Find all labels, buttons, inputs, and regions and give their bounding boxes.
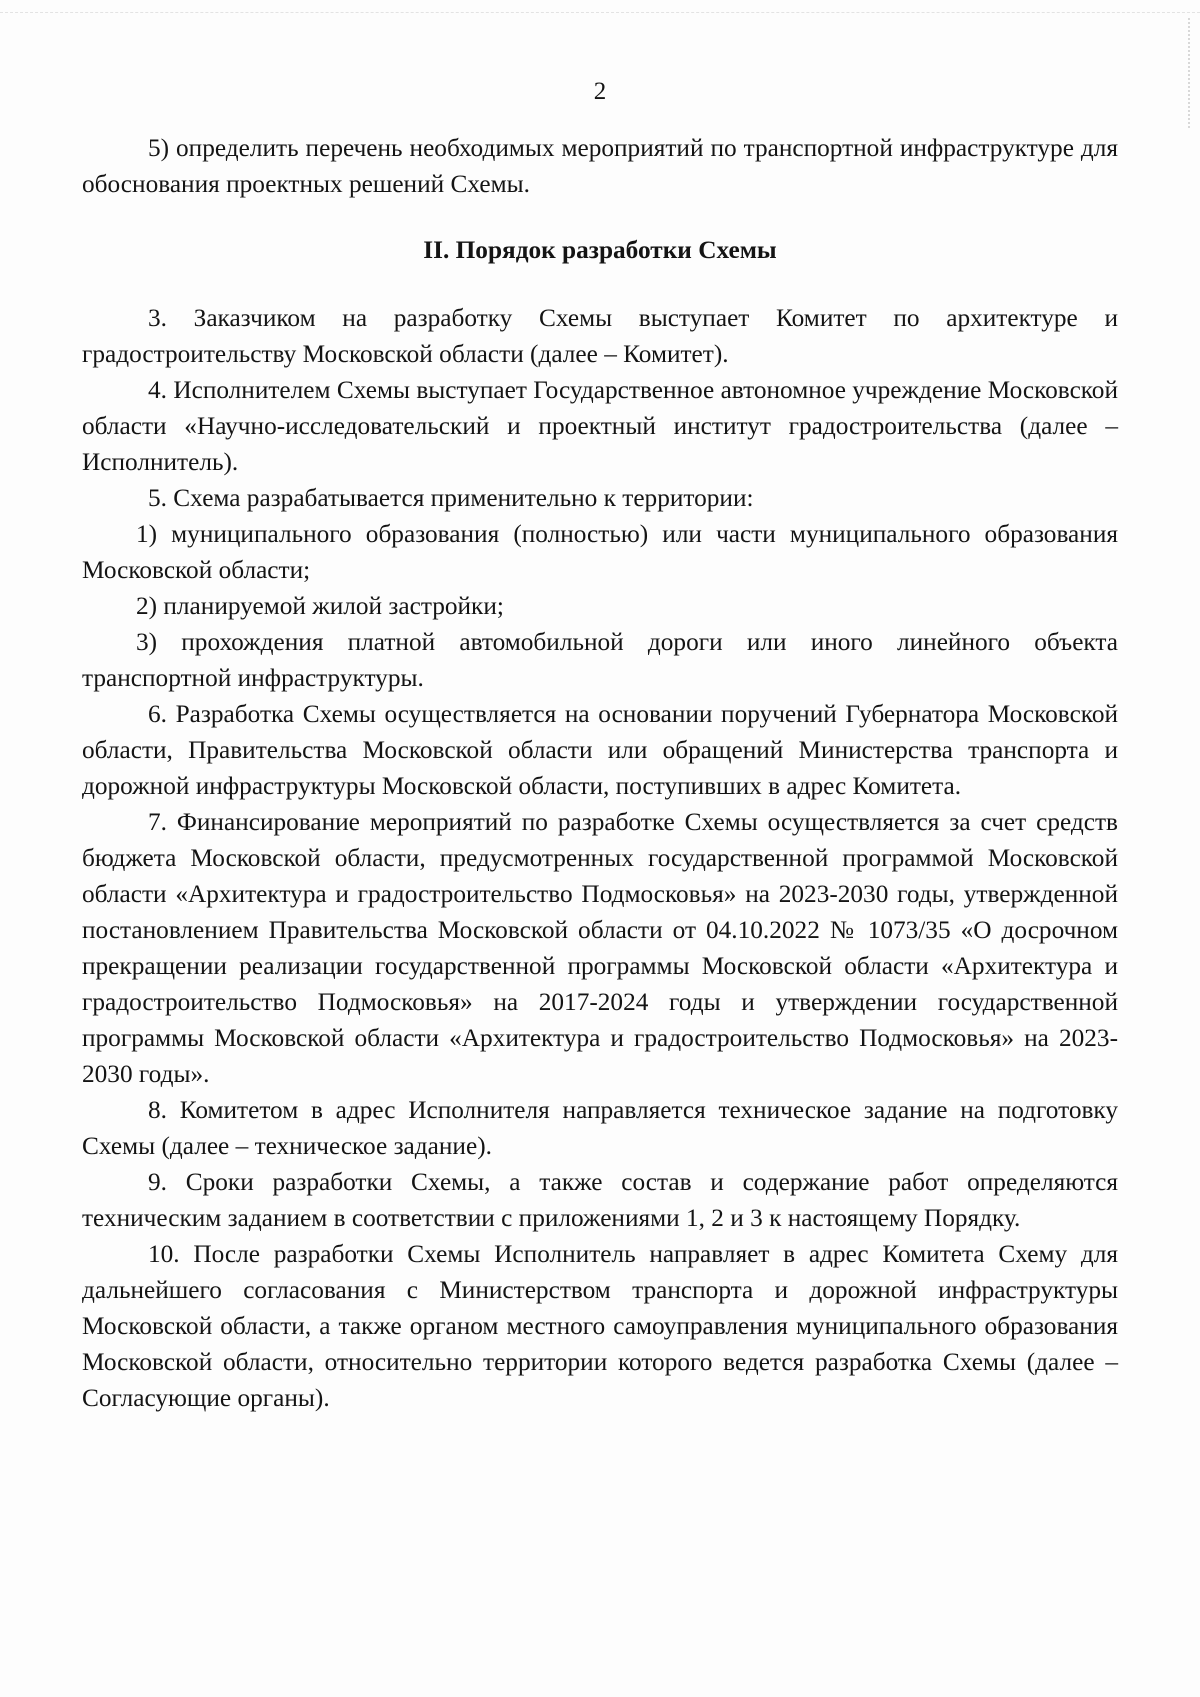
paragraph-item-8: 8. Комитетом в адрес Исполнителя направляется техническое задание на подготовку Схемы (далее – техническое задание). [82,1096,1118,1160]
paragraph-subitem-3: 3) прохождения платной автомобильной дороги или иного линейного объекта транспортной инфраструктуры. [82,628,1118,692]
section-title: II. Порядок разработки Схемы [423,236,777,264]
paragraph-subitem-1: 1) муниципального образования (полностью) или части муниципального образования Московской области; [82,520,1118,584]
paragraph-item-6: 6. Разработка Схемы осуществляется на основании поручений Губернатора Московской области, Правительства Московской области или обращений Министерства транспорта и дорожной инфраструктуры Московской области, поступивших в адрес Комитета. [82,700,1118,800]
scan-edge-right [1188,18,1190,128]
paragraph-item-7: 7. Финансирование мероприятий по разработке Схемы осуществляется за счет средств бюджета Московской области, предусмотренных государственной программой Московской области «Архитектура и градостроительство Подмосковья» на 2023-2030 годы, утвержденной постановлением Правительства Московской области от 04.10.2022 № 1073/35 «О досрочном прекращении реализации государственной программы Московской области «Архитектура и градостроительство Подмосковья» на 2017-2024 годы и утверждении государственной программы Московской области «Архитектура и градостроительство Подмосковья» на 2023-2030 годы». [82,808,1118,1088]
paragraph-item-10: 10. После разработки Схемы Исполнитель направляет в адрес Комитета Схему для дальнейшего согласования с Министерством транспорта и дорожной инфраструктуры Московской области, а также органом местного самоуправления муниципального образования Московской области, относительно территории которого ведется разработка Схемы (далее – Согласующие органы). [82,1240,1118,1412]
document-body [82,130,1118,1416]
page-number: 2 [593,78,607,105]
paragraph-item-5-conclusion: 5) определить перечень необходимых мероприятий по транспортной инфраструктуре для обоснования проектных решений Схемы. [82,134,1118,198]
paragraph-subitem-2: 2) планируемой жилой застройки; [136,592,504,620]
paragraph-item-5: 5. Схема разрабатывается применительно к территории: [148,484,754,512]
paragraph-item-3: 3. Заказчиком на разработку Схемы выступает Комитет по архитектуре и градостроительству Московской области (далее – Комитет). [82,304,1118,368]
paragraph-item-4: 4. Исполнителем Схемы выступает Государственное автономное учреждение Московской области «Научно-исследовательский и проектный институт градостроительства (далее – Исполнитель). [82,376,1118,476]
paragraph-item-9: 9. Сроки разработки Схемы, а также состав и содержание работ определяются техническим заданием в соответствии с приложениями 1, 2 и 3 к настоящему Порядку. [82,1168,1118,1232]
scan-edge-top [0,12,1200,13]
